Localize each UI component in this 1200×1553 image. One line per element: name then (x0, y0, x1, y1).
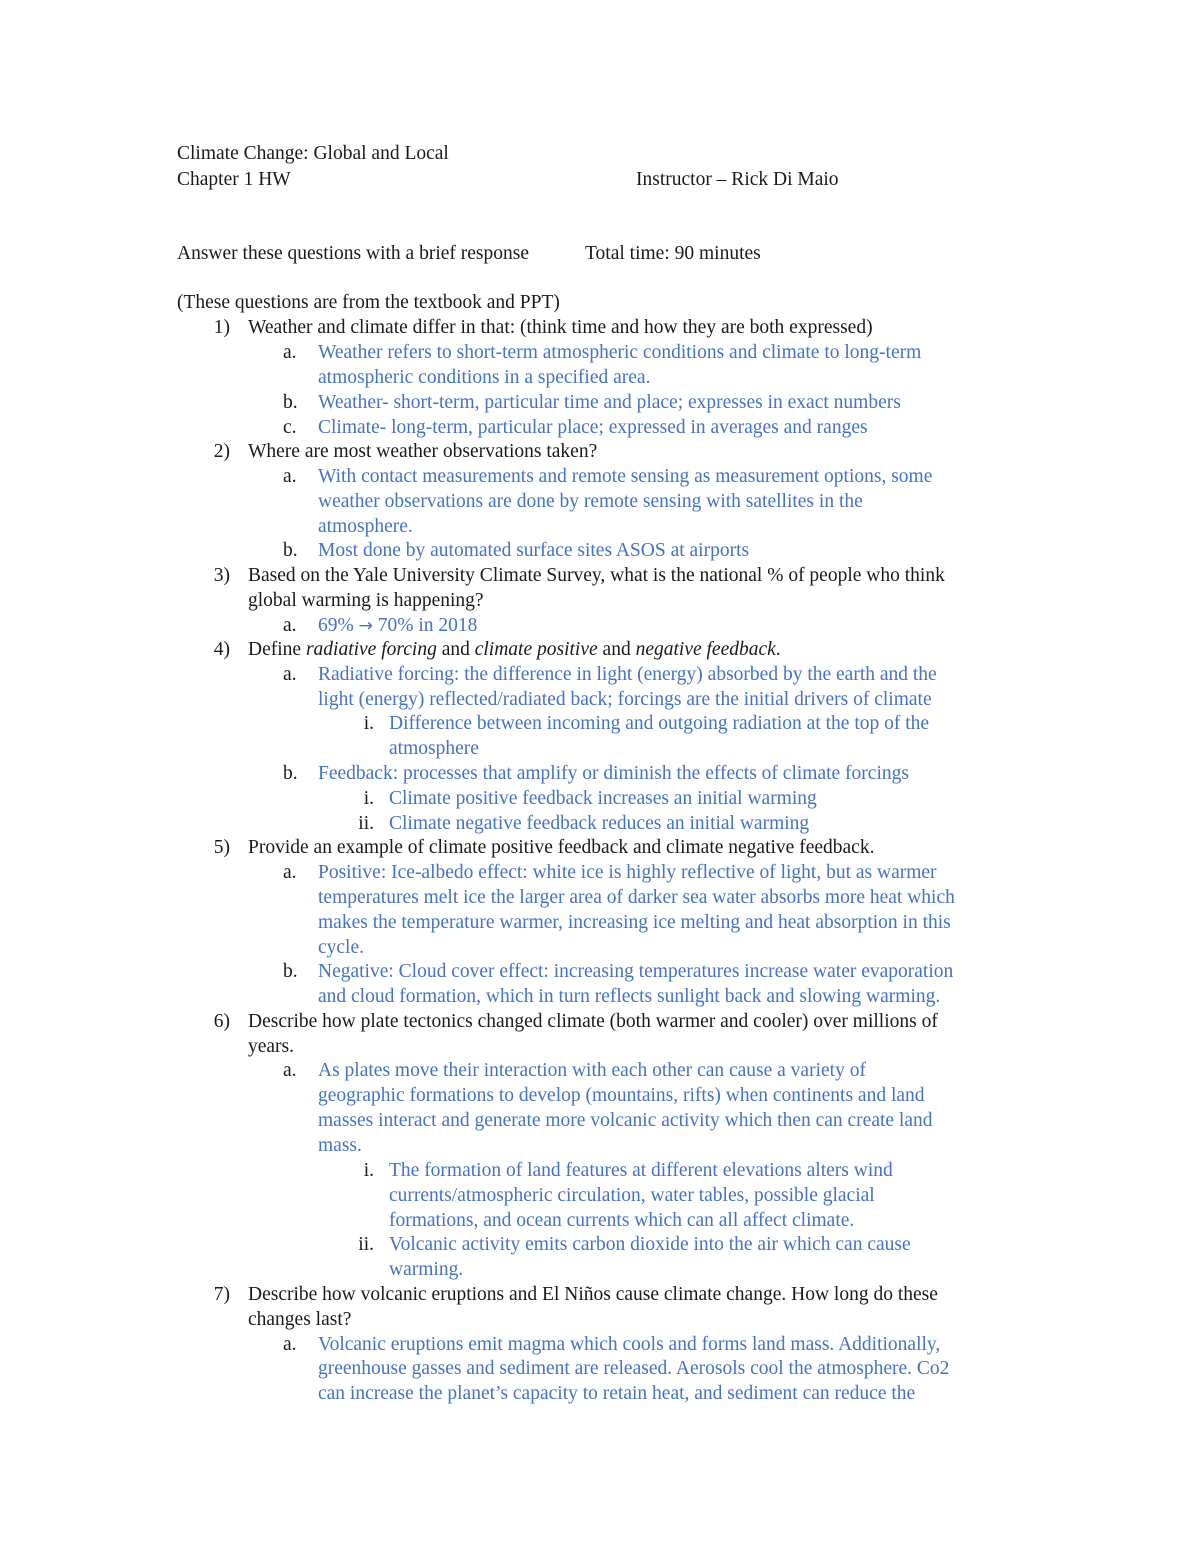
q1-a-line1: Weather refers to short-term atmospheric conditions and climate to long-term (318, 342, 922, 363)
q4-bii-line1: Climate negative feedback reduces an initial warming (389, 813, 810, 834)
q1-text: Weather and climate differ in that: (think time and how they are both expressed) (248, 317, 873, 338)
q7-text-line2: changes last? (248, 1309, 352, 1330)
q7-a-line3: can increase the planet’s capacity to retain heat, and sediment can reduce the (318, 1383, 916, 1404)
q7-a-line1: Volcanic eruptions emit magma which cools and forms land mass. Additionally, (318, 1334, 941, 1355)
q6-ai-line1: The formation of land features at different elevations alters wind (389, 1160, 893, 1181)
q6-a-marker: a. (283, 1060, 297, 1081)
q6-text-line2: years. (248, 1036, 295, 1057)
q5-text: Provide an example of climate positive feedback and climate negative feedback. (248, 837, 875, 858)
q4-a-line1: Radiative forcing: the difference in light (energy) absorbed by the earth and the (318, 664, 937, 685)
q4-b-line1: Feedback: processes that amplify or diminish the effects of climate forcings (318, 763, 909, 784)
q4-ai-marker: i. (363, 713, 374, 734)
q6-ai-line2: currents/atmospheric circulation, water tables, possible glacial (389, 1185, 875, 1206)
q5-b-marker: b. (283, 961, 298, 982)
q7-text-line1: Describe how volcanic eruptions and El Niños cause climate change. How long do these (248, 1284, 938, 1305)
q3-a-from: 69% (318, 615, 354, 636)
q5-a-line1: Positive: Ice-albedo effect: white ice is highly reflective of light, but as warmer (318, 862, 937, 883)
total-time: Total time: 90 minutes (585, 243, 761, 264)
q7-a-line2: greenhouse gasses and sediment are released. Aerosols cool the atmosphere. Co2 (318, 1358, 950, 1379)
instructions-line: Answer these questions with a brief response (177, 243, 529, 264)
q3-a-marker: a. (283, 615, 297, 636)
q5-a-line2: temperatures melt ice the larger area of darker sea water absorbs more heat which (318, 887, 955, 908)
q5-number: 5) (213, 837, 230, 858)
q4-b-marker: b. (283, 763, 298, 784)
q6-aii-line1: Volcanic activity emits carbon dioxide into the air which can cause (389, 1234, 911, 1255)
q2-a-line1: With contact measurements and remote sensing as measurement options, some (318, 466, 933, 487)
q6-ai-line3: formations, and ocean currents which can all affect climate. (389, 1210, 855, 1231)
q3-text-line1: Based on the Yale University Climate Survey, what is the national % of people who think (248, 565, 945, 586)
q1-number: 1) (213, 317, 230, 338)
q4-number: 4) (213, 639, 230, 660)
q4-text-and2: and (597, 639, 636, 660)
arrow-right-icon: → (358, 616, 373, 636)
q4-a-marker: a. (283, 664, 297, 685)
q4-ai-line2: atmosphere (389, 738, 479, 759)
q4-text-define: Define (248, 639, 306, 660)
q3-text-line2: global warming is happening? (248, 590, 484, 611)
q6-aii-marker: ii. (358, 1234, 374, 1255)
q4-ai-line1: Difference between incoming and outgoing radiation at the top of the (389, 713, 930, 734)
q7-number: 7) (213, 1284, 230, 1305)
q5-a-line3: makes the temperature warmer, increasing ice melting and heat absorption in this (318, 912, 951, 933)
q4-a-line2: light (energy) reflected/radiated back; forcings are the initial drivers of climate (318, 689, 932, 710)
q1-b-marker: b. (283, 392, 298, 413)
q3-a-line1 (318, 614, 477, 638)
q4-bi-marker: i. (363, 788, 374, 809)
q1-b-line1: Weather- short-term, particular time and place; expresses in exact numbers (318, 392, 901, 413)
q1-c-line1: Climate- long-term, particular place; expressed in averages and ranges (318, 417, 868, 438)
q6-number: 6) (213, 1011, 230, 1032)
q7-a-marker: a. (283, 1334, 297, 1355)
q2-text: Where are most weather observations taken? (248, 441, 598, 462)
q2-a-line3: atmosphere. (318, 516, 413, 537)
q6-a-line2: geographic formations to develop (mountains, rifts) when continents and land (318, 1085, 925, 1106)
q1-a-marker: a. (283, 342, 297, 363)
source-note: (These questions are from the textbook and PPT) (177, 292, 560, 313)
q2-b-line1: Most done by automated surface sites ASOS at airports (318, 540, 750, 561)
instructor-name: Instructor – Rick Di Maio (636, 169, 839, 190)
q5-a-marker: a. (283, 862, 297, 883)
q1-c-marker: c. (283, 417, 297, 438)
q6-text-line1: Describe how plate tectonics changed climate (both warmer and cooler) over millions of (248, 1011, 938, 1032)
q1-a-line2: atmospheric conditions in a specified area. (318, 367, 651, 388)
q2-number: 2) (213, 441, 230, 462)
q6-a-line4: mass. (318, 1135, 362, 1156)
q2-a-line2: weather observations are done by remote sensing with satellites in the (318, 491, 863, 512)
q2-b-marker: b. (283, 540, 298, 561)
assignment-title: Chapter 1 HW (177, 169, 291, 190)
q6-ai-marker: i. (363, 1160, 374, 1181)
q2-a-marker: a. (283, 466, 297, 487)
q5-a-line4: cycle. (318, 937, 365, 958)
q6-a-line3: masses interact and generate more volcanic activity which then can create land (318, 1110, 933, 1131)
q4-term-climate-positive: climate positive (474, 639, 598, 660)
q3-number: 3) (213, 565, 230, 586)
q6-a-line1: As plates move their interaction with each other can cause a variety of (318, 1060, 866, 1081)
q6-aii-line2: warming. (389, 1259, 464, 1280)
q4-term-radiative-forcing: radiative forcing (305, 639, 437, 660)
course-title: Climate Change: Global and Local (177, 143, 449, 164)
q4-text-end: . (775, 639, 781, 660)
q5-b-line2: and cloud formation, which in turn reflects sunlight back and slowing warming. (318, 986, 941, 1007)
q3-a-to: 70% in 2018 (377, 615, 478, 636)
q4-text (248, 638, 781, 662)
q4-term-negative-feedback: negative feedback (635, 639, 776, 660)
q4-bii-marker: ii. (358, 813, 374, 834)
q4-text-and1: and (436, 639, 475, 660)
q5-b-line1: Negative: Cloud cover effect: increasing temperatures increase water evaporation (318, 961, 954, 982)
q4-bi-line1: Climate positive feedback increases an initial warming (389, 788, 817, 809)
